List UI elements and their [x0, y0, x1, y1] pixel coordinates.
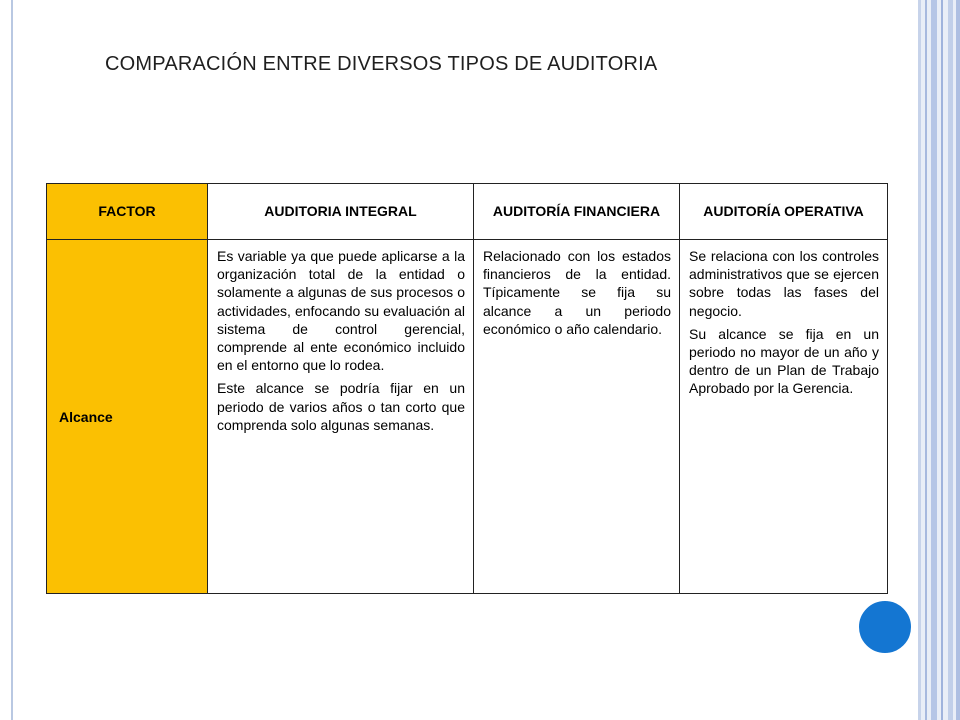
- integral-cell: [208, 240, 474, 594]
- integral-paragraph: Es variable ya que puede aplicarse a la organización total de la entidad o solamente a algunas de sus procesos o actividades, enfocando su evaluación al sistema de control gerencial, comprende al ente económico incluido en el entorno que lo rodea.: [217, 248, 465, 374]
- financiera-cell: [474, 240, 680, 594]
- stripe: [941, 0, 943, 720]
- table-row: [47, 240, 888, 594]
- header-auditoria-integral: AUDITORIA INTEGRAL: [208, 184, 474, 240]
- header-factor: FACTOR: [47, 184, 208, 240]
- header-auditoria-financiera: AUDITORÍA FINANCIERA: [474, 184, 680, 240]
- operativa-paragraph: Su alcance se fija en un periodo no mayor de un año y dentro de un Plan de Trabajo Aprobado por la Gerencia.: [689, 325, 879, 397]
- stripe: [948, 0, 953, 720]
- stripe: [918, 0, 921, 720]
- integral-paragraph: Este alcance se podría fijar en un periodo de varios años o tan corto que comprenda solo algunas semanas.: [217, 380, 465, 433]
- stripe: [931, 0, 937, 720]
- stripe: [925, 0, 927, 720]
- table-header-row: [47, 184, 888, 240]
- right-decorative-strip: [918, 0, 960, 720]
- factor-cell: Alcance: [47, 240, 208, 594]
- comparison-table: [46, 183, 888, 594]
- left-border-line: [11, 0, 13, 720]
- stripe: [956, 0, 960, 720]
- financiera-paragraph: Relacionado con los estados financieros de la entidad. Típicamente se fija su alcance a un periodo económico o año calendario.: [483, 248, 671, 337]
- operativa-cell: [680, 240, 888, 594]
- header-auditoria-operativa: AUDITORÍA OPERATIVA: [680, 184, 888, 240]
- operativa-paragraph: Se relaciona con los controles administrativos que se ejercen sobre todas las fases del negocio.: [689, 248, 879, 319]
- decorative-circle: [856, 598, 914, 656]
- slide-title: COMPARACIÓN ENTRE DIVERSOS TIPOS DE AUDITORIA: [105, 53, 658, 75]
